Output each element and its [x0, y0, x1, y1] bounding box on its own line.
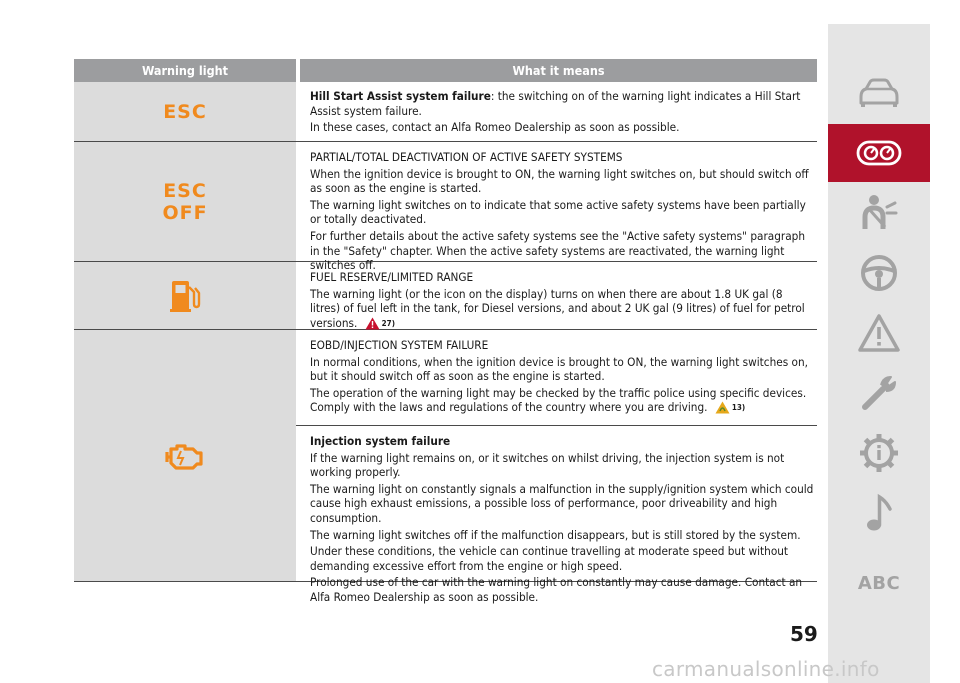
paragraph: For further details about the active safety systems see the "Active safety systems" paragraph in the "Safety" chapter. When the active safety systems are reactivated, the warning light switches off.	[310, 228, 805, 273]
sidebar-item-maintenance[interactable]	[828, 364, 930, 422]
esc-off-icon: ESC OFF	[162, 179, 208, 224]
row-title-rest: : the switching on of the warning light indicates a Hill Start Assist system failure.	[310, 89, 801, 118]
table-header	[74, 59, 817, 82]
sidebar-item-emergency[interactable]	[828, 304, 930, 362]
paragraph: Under these conditions, the vehicle can continue travelling at moderate speed but without demanding excessive effort from the engine or high speed.	[310, 544, 789, 573]
seatbelt-icon	[859, 193, 899, 233]
paragraph: In these cases, contact an Alfa Romeo Dealership as soon as possible.	[310, 120, 680, 135]
music-note-icon	[864, 493, 894, 533]
reference-note: 13)	[731, 403, 746, 413]
sidebar-item-dashboard[interactable]	[828, 124, 930, 182]
sidebar-item-index[interactable]	[828, 554, 930, 612]
esc-warning-icon: ESC	[163, 100, 207, 123]
paragraph: The operation of the warning light may be checked by the traffic police using specific devices. Comply with the laws and regulations of the country where you are driving.	[310, 385, 807, 415]
steering-wheel-icon	[859, 253, 899, 293]
sidebar-item-safety[interactable]	[828, 184, 930, 242]
dashboard-icon	[856, 139, 902, 167]
paragraph: The warning light on constantly signals a malfunction in the supply/ignition system which could cause high exhaust emissions, a possible loss of performance, poor driveability and high consumption.	[310, 481, 814, 525]
paragraph: If the warning light remains on, or it switches on whilst driving, the injection system is not working properly.	[310, 450, 785, 480]
description-cell	[296, 82, 817, 141]
sidebar-item-car[interactable]	[828, 64, 930, 122]
table-row	[74, 262, 817, 330]
engine-check-icon	[164, 440, 206, 472]
description-cell	[296, 330, 817, 604]
fuel-pump-icon	[167, 278, 203, 314]
paragraph: Prolonged use of the car with the warning light on constantly may cause damage. Contact an Alfa Romeo Dealership as soon as possible.	[310, 575, 803, 604]
row-heading: EOBD/INJECTION SYSTEM FAILURE	[310, 338, 489, 352]
icon-cell	[74, 142, 296, 261]
wrench-icon	[859, 373, 899, 413]
car-icon	[857, 77, 901, 109]
description-cell	[296, 262, 817, 329]
header-warning-light: Warning light	[141, 63, 229, 78]
sub-heading: Injection system failure	[310, 433, 451, 448]
environment-warning-icon	[715, 401, 730, 414]
reference-note: 27)	[381, 318, 395, 328]
row-title: Hill Start Assist system failure	[310, 89, 491, 103]
icon-cell	[74, 82, 296, 141]
row-heading: FUEL RESERVE/LIMITED RANGE	[310, 270, 474, 284]
watermark: carmanualsonline.info	[652, 657, 880, 681]
page-number: 59	[790, 622, 818, 646]
icon-cell	[74, 262, 296, 329]
row-heading: PARTIAL/TOTAL DEACTIVATION OF ACTIVE SAFETY SYSTEMS	[310, 150, 623, 164]
table-row	[74, 142, 817, 273]
icon-cell	[74, 330, 296, 581]
paragraph: In normal conditions, when the ignition device is brought to ON, the warning light switches on, but it should switch off as soon as the engine is started.	[310, 354, 808, 384]
info-gear-icon	[858, 432, 900, 474]
paragraph: The warning light switches off if the malfunction disappears, but is still stored by the system.	[310, 527, 801, 542]
paragraph: The warning light switches on to indicate that some active safety systems have been partially or totally deactivated.	[310, 197, 806, 227]
sidebar-abc-label: ABC	[857, 572, 901, 594]
warning-triangle-icon	[857, 313, 901, 353]
paragraph: The warning light (or the icon on the display) turns on when there are about 1.8 UK gal (8 litres) of fuel left in the tank, for Diesel versions, and about 2 UK gal (9 litres) of fuel for petrol versions.	[310, 286, 805, 330]
sidebar-item-driving[interactable]	[828, 244, 930, 302]
sidebar-item-technical-data[interactable]	[828, 424, 930, 482]
chapter-sidebar	[828, 24, 930, 683]
description-cell	[296, 142, 817, 273]
table-row	[74, 330, 817, 604]
paragraph: When the ignition device is brought to ON, the warning light switches on, but should switch off as soon as the engine is started.	[310, 166, 809, 196]
header-what-it-means: What it means	[512, 63, 605, 78]
table-row	[74, 82, 817, 142]
warning-lights-table	[74, 59, 817, 604]
sidebar-item-multimedia[interactable]	[828, 484, 930, 542]
caution-triangle-icon	[365, 317, 380, 330]
